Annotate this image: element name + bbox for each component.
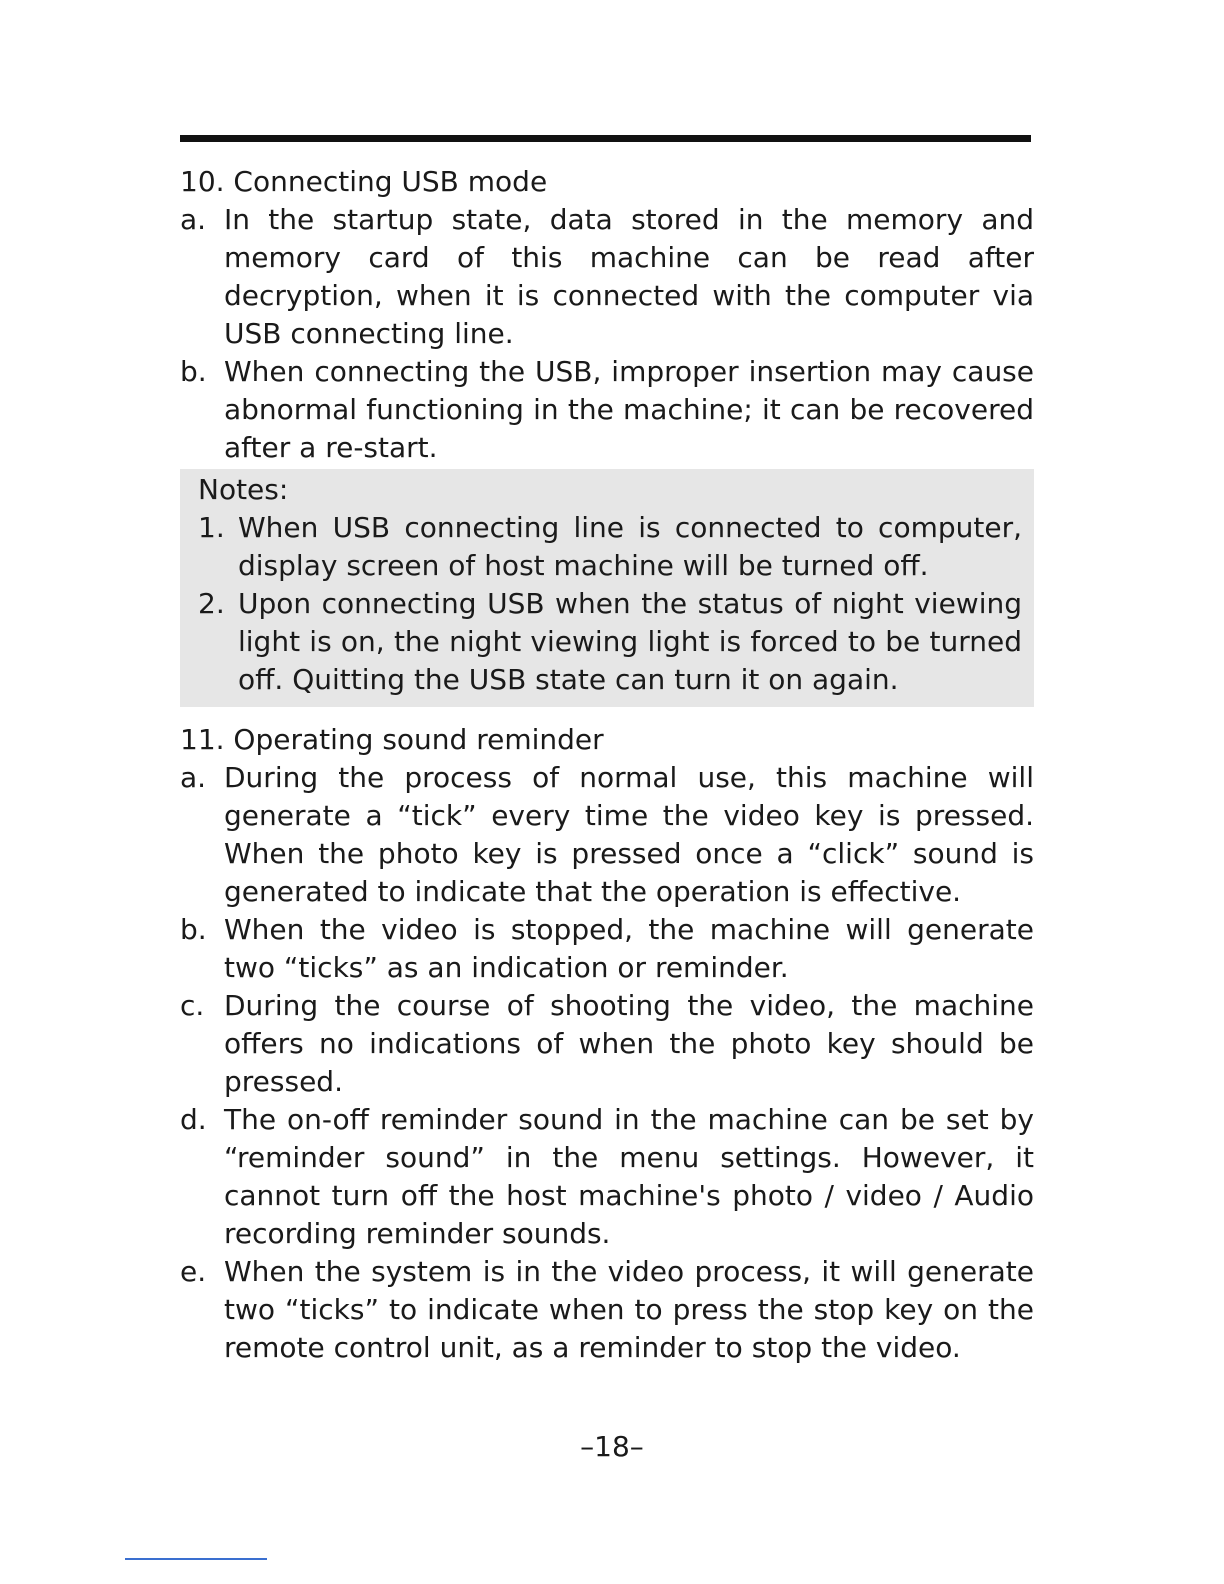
notes-title: Notes: bbox=[198, 473, 289, 506]
list-item bbox=[180, 911, 1034, 987]
list-item bbox=[180, 987, 1034, 1101]
list-marker: b. bbox=[180, 913, 207, 946]
list-item bbox=[180, 759, 1034, 911]
note-text: When USB connecting line is connected to computer, display screen of host machine will be turned off. bbox=[238, 511, 1022, 582]
list-text: When the video is stopped, the machine will generate two “ticks” as an indication or reminder. bbox=[224, 913, 1034, 984]
list-marker: d. bbox=[180, 1103, 207, 1136]
section-sound-reminder bbox=[180, 721, 1034, 1367]
list-item bbox=[180, 1253, 1034, 1367]
section-heading: 11. Operating sound reminder bbox=[180, 723, 604, 756]
list-marker: e. bbox=[180, 1255, 207, 1288]
list-item bbox=[180, 201, 1034, 353]
notes-box bbox=[180, 469, 1034, 707]
list-text: When connecting the USB, improper insertion may cause abnormal functioning in the machine; it can be recovered after a re-start. bbox=[224, 355, 1034, 464]
note-text: Upon connecting USB when the status of night viewing light is on, the night viewing light is forced to be turned off. Quitting the USB state can turn it on again. bbox=[238, 587, 1022, 696]
list-marker: c. bbox=[180, 989, 205, 1022]
list-text: The on-off reminder sound in the machine can be set by “reminder sound” in the menu settings. However, it cannot turn off the host machine's photo / video / Audio recording reminder sounds. bbox=[224, 1103, 1034, 1250]
page-number: –18– bbox=[580, 1430, 644, 1463]
list-text: In the startup state, data stored in the memory and memory card of this machine can be read after decryption, when it is connected with the computer via USB connecting line. bbox=[224, 203, 1034, 350]
list-text: During the process of normal use, this machine will generate a “tick” every time the video key is pressed. When the photo key is pressed once a “click” sound is generated to indicate that the operation is effective. bbox=[224, 761, 1034, 908]
list-text: When the system is in the video process, it will generate two “ticks” to indicate when to press the stop key on the remote control unit, as a reminder to stop the video. bbox=[224, 1255, 1034, 1364]
list-text: During the course of shooting the video, the machine offers no indications of when the photo key should be pressed. bbox=[224, 989, 1034, 1098]
note-item bbox=[198, 509, 1022, 585]
bottom-rule bbox=[125, 1558, 267, 1560]
note-marker: 1. bbox=[198, 511, 225, 544]
list-item bbox=[180, 1101, 1034, 1253]
top-rule bbox=[180, 135, 1031, 142]
section-heading: 10. Connecting USB mode bbox=[180, 165, 548, 198]
note-marker: 2. bbox=[198, 587, 225, 620]
page-content bbox=[180, 163, 1034, 1367]
list-marker: a. bbox=[180, 761, 207, 794]
list-marker: a. bbox=[180, 203, 207, 236]
list-marker: b. bbox=[180, 355, 207, 388]
list-item bbox=[180, 353, 1034, 467]
note-item bbox=[198, 585, 1022, 699]
section-usb-mode bbox=[180, 163, 1034, 707]
